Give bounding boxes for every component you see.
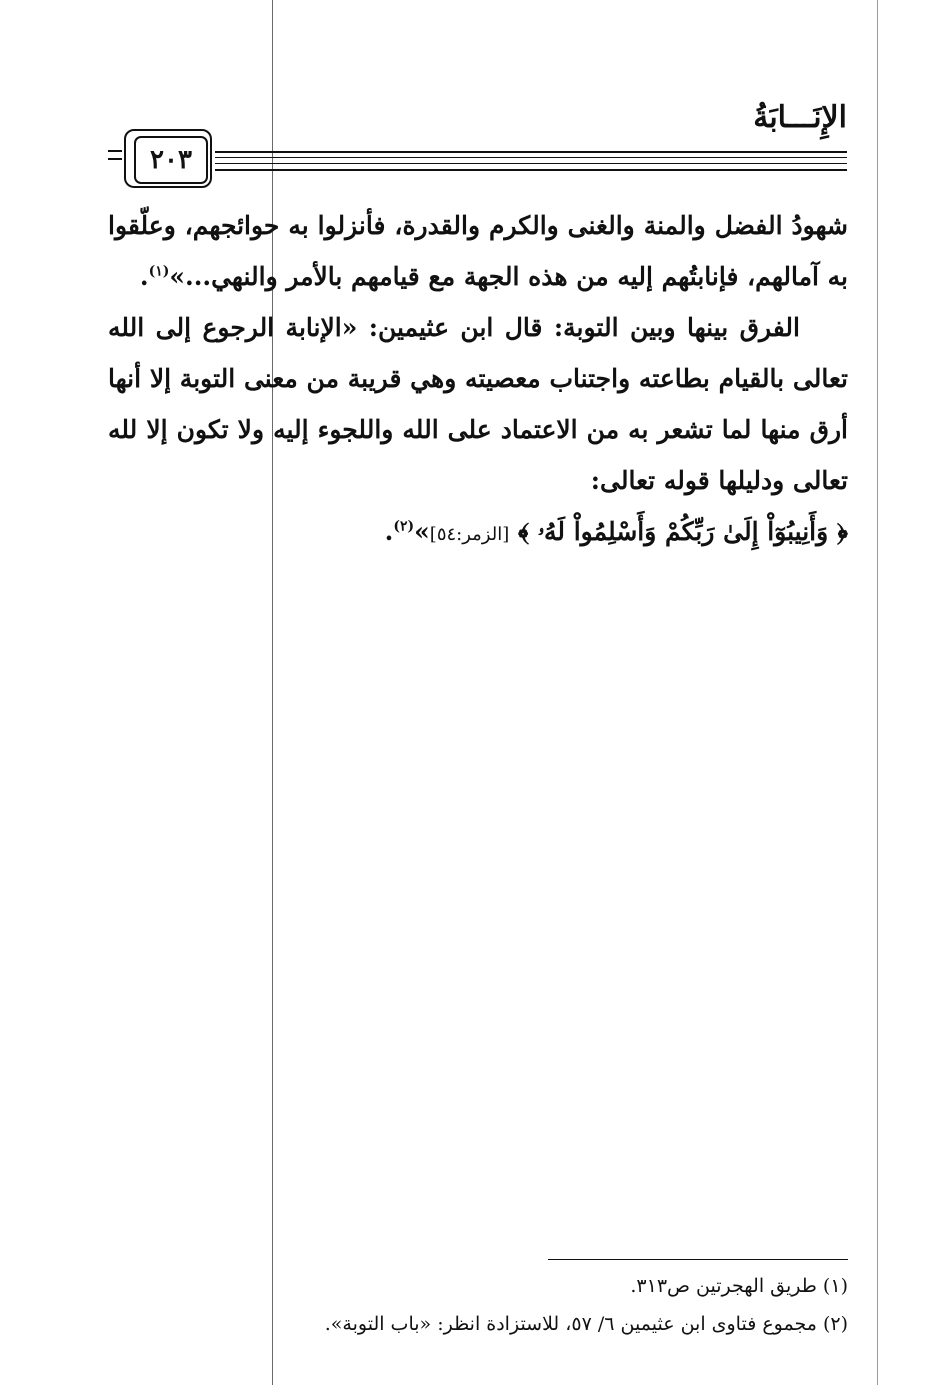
header-rule <box>215 157 847 158</box>
quote-close: » <box>414 517 430 546</box>
paragraph <box>108 302 848 506</box>
header-rule <box>215 151 847 153</box>
footnote-ref: (٢) <box>393 518 415 535</box>
running-title: الإِنَـــابَةُ <box>753 100 847 135</box>
footnote-separator <box>548 1259 848 1260</box>
ayah-bracket-open: ﴿ <box>836 517 848 546</box>
page-number: ٢٠٣ <box>134 136 208 184</box>
ayah-bracket-close: ﴾ <box>517 517 530 546</box>
paragraph <box>108 200 848 302</box>
punctuation: . <box>139 262 149 291</box>
footnote-2: (٢) مجموع فتاوى ابن عثيمين ٦/ ٥٧، للاستزادة انظر: «باب التوبة». <box>324 1313 848 1335</box>
footnotes <box>108 1267 848 1343</box>
paragraph-text: الفرق بينها وبين التوبة: قال ابن عثيمين: «الإنابة الرجوع إلى الله تعالى بالقيام بطاعته واجتناب معصيته وهي قريبة من معنى التوبة إلا أنها أرق منها لما تشعر به من الاعتماد على الله واللجوء إليه ولا تكون إلا لله تعالى ودليلها قوله تعالى: <box>108 313 848 495</box>
paragraph-text: شهودُ الفضل والمنة والغنى والكرم والقدرة، فأنزلوا به حوائجهم، وعلّقوا به آمالهم، فإنابتُهم إليه من هذه الجهة مع قيامهم بالأمر والنهي...» <box>108 211 848 291</box>
header-rule <box>215 163 847 164</box>
verse-reference: [الزمر:٥٤] <box>429 524 510 545</box>
ornament-mark <box>108 150 122 166</box>
footnote-1: (١) طريق الهجرتين ص٣١٣. <box>630 1275 848 1297</box>
header-rule <box>215 169 847 171</box>
punctuation: . <box>384 517 394 546</box>
quran-verse: وَأَنِيبُوٓاْ إِلَىٰ رَبِّكُمْ وَأَسْلِمُواْ لَهُۥ <box>537 517 829 546</box>
footnote-ref: (١) <box>148 263 170 280</box>
quran-verse-line <box>108 506 848 560</box>
main-text <box>108 200 848 560</box>
scan-line-right <box>877 0 878 1385</box>
